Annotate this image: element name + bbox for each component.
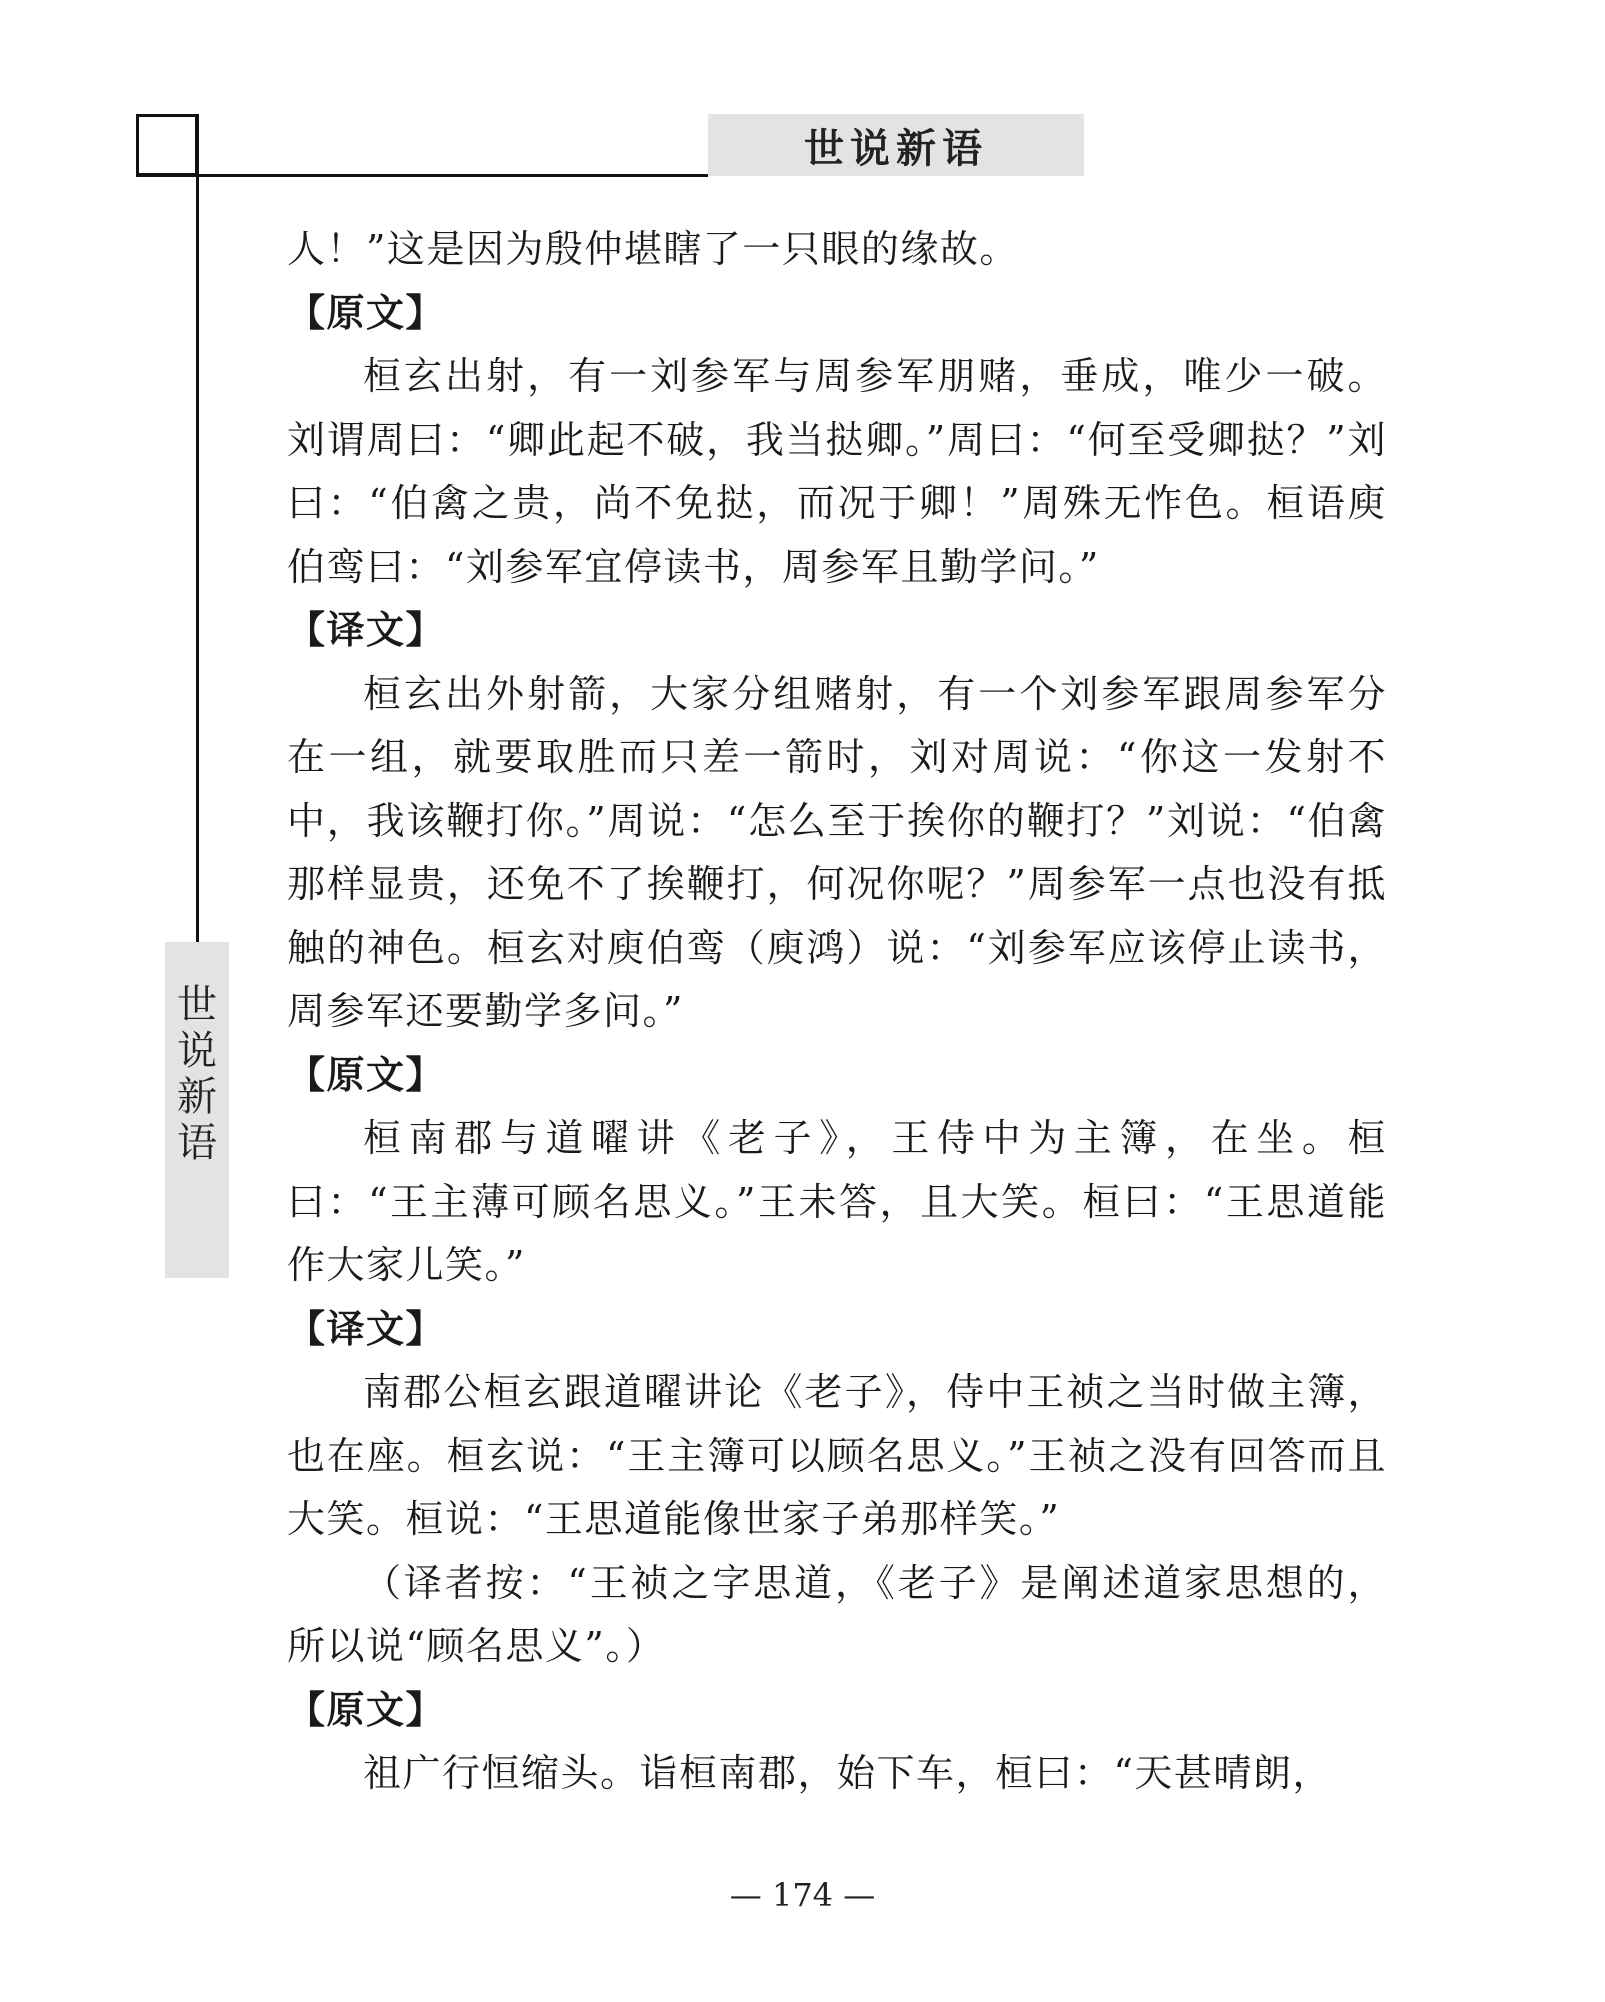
paragraph-translation: 桓玄出外射箭，大家分组赌射，有一个刘参军跟周参军分在一组，就要取胜而只差一箭时，刘对周说：“你这一发射不中，我该鞭打你。”周说：“怎么至于挨你的鞭打？”刘说：“伯禽那样显贵，还免不了挨鞭打，何况你呢？”周参军一点也没有抵触的神色。桓玄对庾伯鸾（庾鸿）说：“刘参军应该停止读书，周参军还要勤学多问。” — [287, 671, 1387, 1033]
side-tab-char: 说 — [177, 1028, 217, 1074]
paragraph-translation: 南郡公桓玄跟道曜讲论《老子》，侍中王祯之当时做主簿，也在座。桓玄说：“王主簿可以顾名思义。”王祯之没有回答而且大笑。桓说：“王思道能像世家子弟那样笑。” — [287, 1370, 1387, 1541]
side-tab-label — [165, 982, 229, 1166]
section-heading-translation: 【译文】 — [287, 1306, 446, 1351]
section-heading-original: 【原文】 — [287, 290, 446, 335]
section-heading-original: 【原文】 — [287, 1052, 446, 1097]
side-tab-char: 语 — [177, 1120, 217, 1166]
running-header — [708, 114, 1084, 176]
paragraph-continuation: 人！”这是因为殷仲堪瞎了一只眼的缘故。 — [287, 227, 1019, 271]
running-header-title: 世说新语 — [804, 124, 988, 172]
side-tab-char: 世 — [177, 982, 217, 1028]
paragraph-original: 祖广行恒缩头。诣桓南郡，始下车，桓曰：“天甚晴朗， — [363, 1751, 1332, 1795]
page-number: — 174 — — [729, 1876, 876, 1914]
side-tab — [165, 942, 229, 1278]
section-heading-translation: 【译文】 — [287, 608, 446, 652]
body-text — [287, 218, 1387, 1806]
corner-box-decoration — [136, 114, 198, 176]
section-heading-original: 【原文】 — [287, 1687, 446, 1732]
side-tab-char: 新 — [177, 1074, 217, 1120]
translator-note: （译者按：“王祯之字思道，《老子》是阐述道家思想的，所以说“顾名思义”。） — [287, 1560, 1387, 1668]
paragraph-original: 桓南郡与道曜讲《老子》，王侍中为主簿，在坐。桓曰：“王主薄可顾名思义。”王未答，且大笑。桓曰：“王思道能作大家儿笑。” — [287, 1116, 1387, 1287]
paragraph-original: 桓玄出射，有一刘参军与周参军朋赌，垂成，唯少一破。刘谓周曰：“卿此起不破，我当挞卿。”周曰：“何至受卿挞？”刘曰：“伯禽之贵，尚不免挞，而况于卿！”周殊无怍色。桓语庾伯鸾曰：“刘参军宜停读书，周参军且勤学问。” — [287, 354, 1387, 589]
header-rule — [136, 174, 708, 177]
margin-rule — [196, 114, 199, 942]
